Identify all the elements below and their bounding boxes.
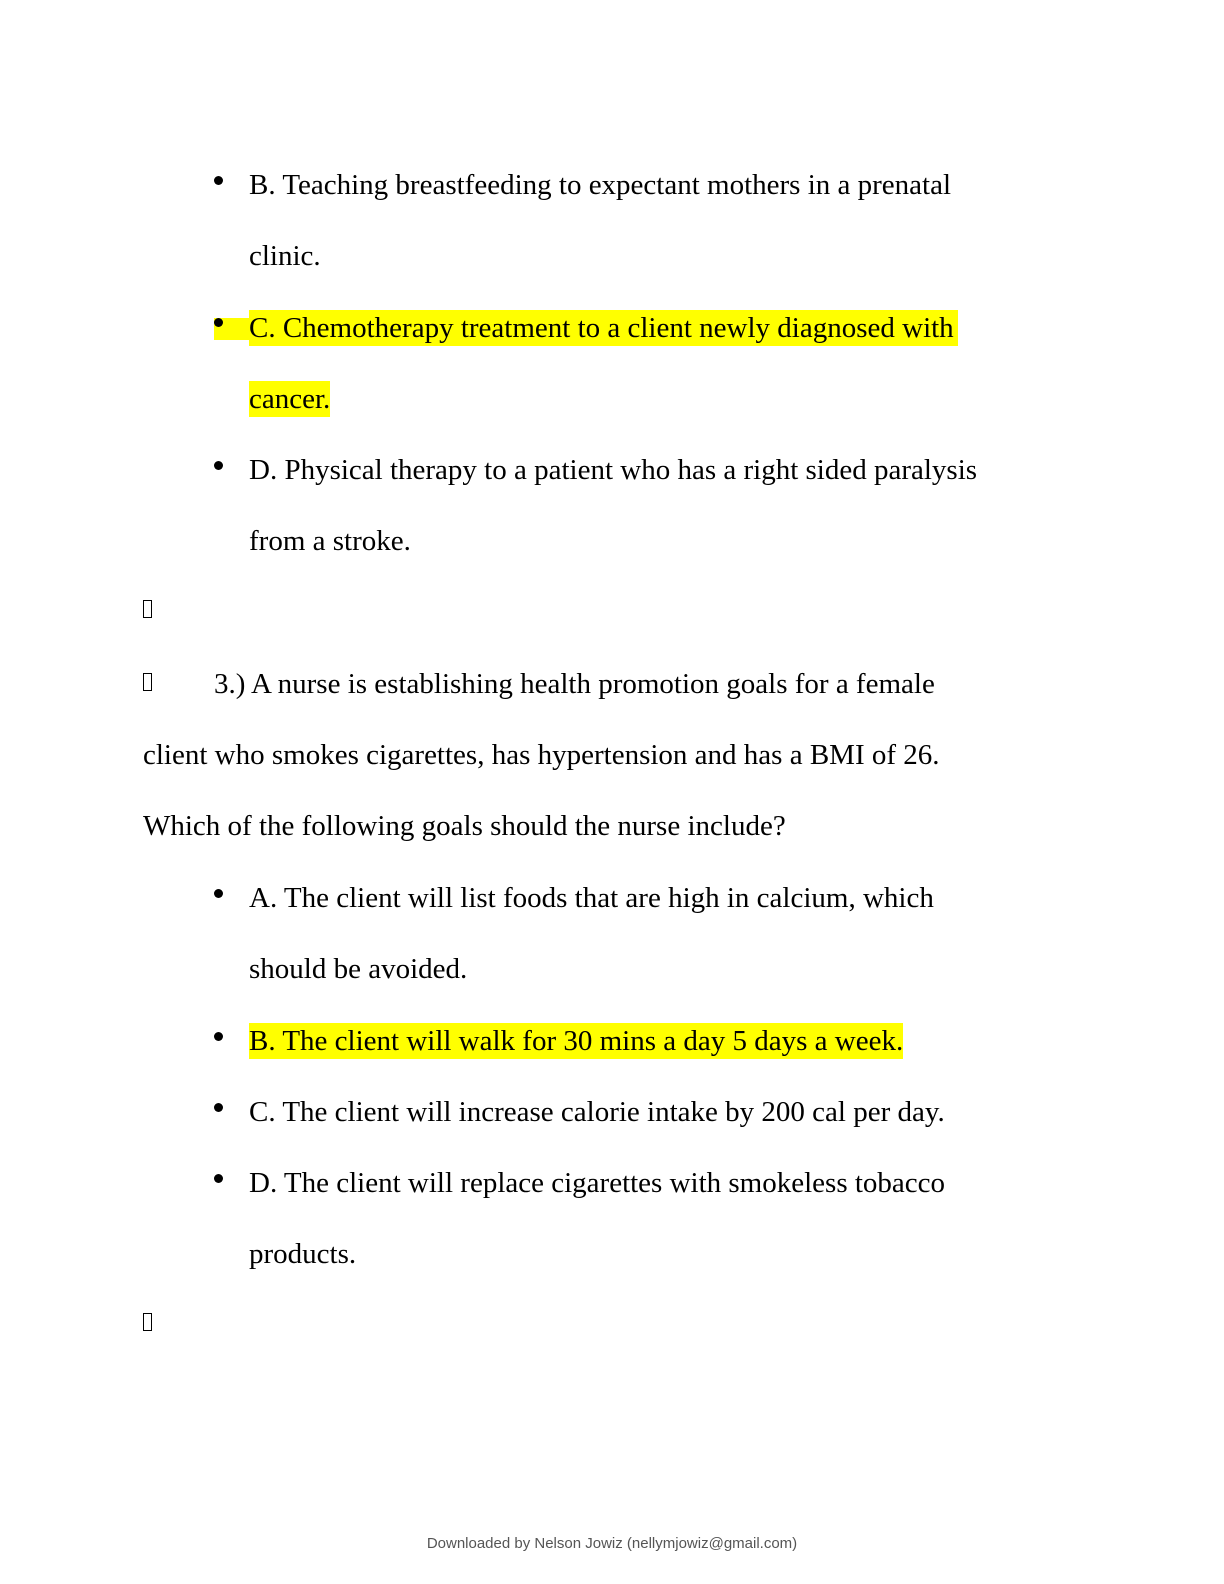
question-stem-line: client who smokes cigarettes, has hypertension and has a BMI of 26. xyxy=(143,739,940,771)
bullet-icon xyxy=(214,1032,223,1041)
option-line: A. The client will list foods that are high in calcium, which xyxy=(249,882,934,914)
download-footer: Downloaded by Nelson Jowiz (nellymjowiz@gmail.com) xyxy=(426,1535,798,1552)
missing-glyph-icon xyxy=(143,600,152,618)
missing-glyph-icon xyxy=(143,673,152,691)
option-line: C. The client will increase calorie intake by 200 cal per day. xyxy=(249,1096,945,1128)
option-line: B. Teaching breastfeeding to expectant mothers in a prenatal xyxy=(249,169,952,201)
question-stem-line: 3.) A nurse is establishing health promotion goals for a female xyxy=(214,668,935,700)
bullet-icon xyxy=(214,889,223,898)
missing-glyph-icon xyxy=(143,1313,152,1331)
bullet-icon xyxy=(214,1103,223,1112)
option-line: should be avoided. xyxy=(249,953,468,985)
option-line: B. The client will walk for 30 mins a day 5 days a week. xyxy=(249,1025,904,1057)
bullet-icon xyxy=(214,318,223,327)
bullet-icon xyxy=(214,176,223,185)
option-line: cancer. xyxy=(249,383,331,415)
question-stem-line: Which of the following goals should the nurse include? xyxy=(143,810,786,842)
option-line: D. The client will replace cigarettes with smokeless tobacco xyxy=(249,1167,946,1199)
option-line: products. xyxy=(249,1238,357,1270)
bullet-icon xyxy=(214,461,223,470)
option-line: C. Chemotherapy treatment to a client newly diagnosed with xyxy=(249,310,958,346)
option-line: clinic. xyxy=(249,240,321,272)
option-line: from a stroke. xyxy=(249,525,411,557)
bullet-icon xyxy=(214,1174,223,1183)
option-line: D. Physical therapy to a patient who has a right sided paralysis xyxy=(249,454,978,486)
